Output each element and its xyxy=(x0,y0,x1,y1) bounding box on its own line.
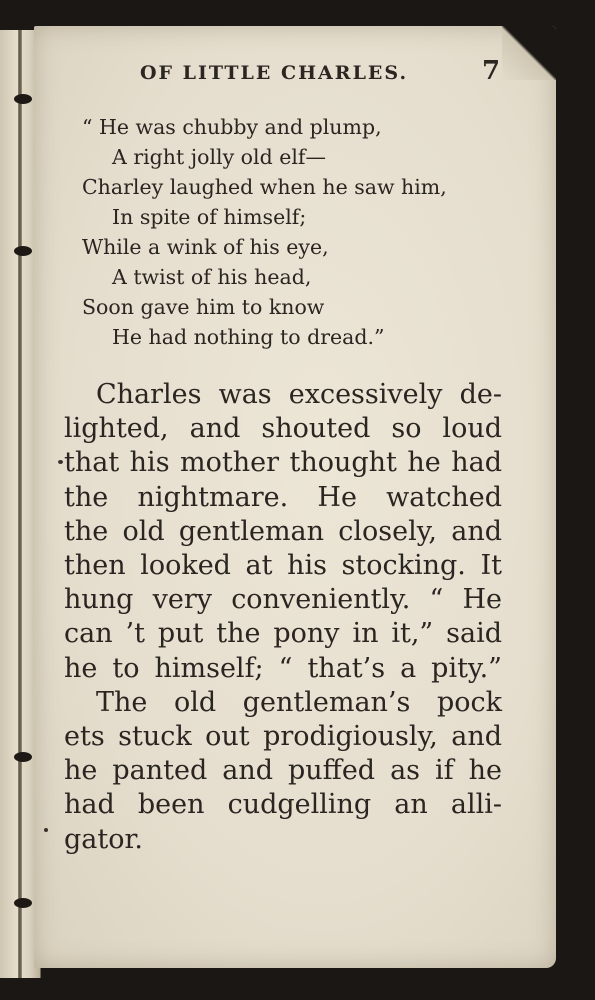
text-line: ets stuck out prodigiously, and xyxy=(64,721,502,753)
text-line: that his mother thought he had xyxy=(64,447,502,479)
text-line: hung very conveniently. “ He xyxy=(64,584,502,616)
ink-spot xyxy=(58,460,63,464)
body-text xyxy=(64,378,502,857)
ink-spot xyxy=(44,828,48,832)
text-line: he to himself; “ that’s a pity.” xyxy=(64,652,502,684)
text-line: had been cudgelling an alli- xyxy=(64,789,502,821)
text-line: Charles was excessively de- xyxy=(96,379,502,410)
binding-hole xyxy=(14,94,32,104)
binding-stitch xyxy=(18,30,22,978)
running-head: OF LITTLE CHARLES. xyxy=(140,62,409,84)
poem-line: Charley laughed when he saw him, xyxy=(82,175,447,199)
binding-hole xyxy=(14,752,32,762)
text-line: then looked at his stocking. It xyxy=(64,550,502,582)
text-line: The old gentleman’s pock xyxy=(96,686,502,718)
poem-line: In spite of himself; xyxy=(112,205,307,229)
folded-corner xyxy=(502,26,556,80)
text-line: he panted and puffed as if he xyxy=(64,755,502,787)
poem-line: He had nothing to dread.” xyxy=(112,325,385,349)
poem-line: A twist of his head, xyxy=(112,265,312,289)
binding-hole xyxy=(14,898,32,908)
poem-line: While a wink of his eye, xyxy=(82,235,329,259)
page-number: 7 xyxy=(482,56,501,86)
text-line: the old gentleman closely, and xyxy=(64,515,502,547)
text-line: lighted, and shouted so loud xyxy=(64,413,502,445)
poem-line: “ He was chubby and plump, xyxy=(82,115,382,139)
text-line: gator. xyxy=(64,823,144,855)
text-line: can ’t put the pony in it,” said xyxy=(64,618,502,650)
poem-line: A right jolly old elf— xyxy=(112,145,326,169)
poem-stanza xyxy=(82,112,447,352)
binding-hole xyxy=(14,246,32,256)
text-line: the nightmare. He watched xyxy=(64,481,502,513)
poem-line: Soon gave him to know xyxy=(82,295,325,319)
